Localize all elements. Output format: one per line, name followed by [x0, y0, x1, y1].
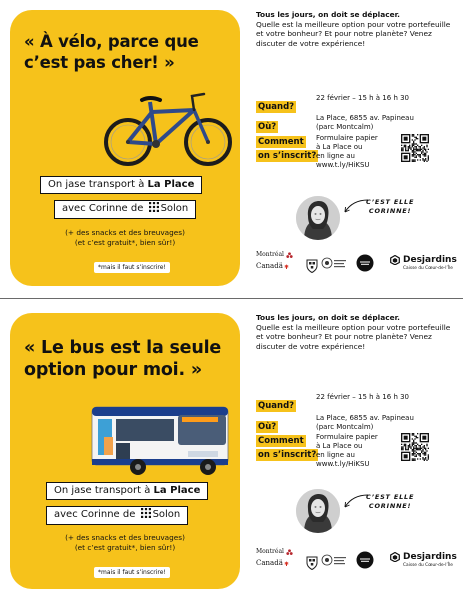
when-text: 22 février – 15 h à 16 h 30: [316, 393, 410, 401]
how-label-2: on s’inscrit?: [258, 151, 317, 161]
partner-logos: [256, 252, 456, 282]
desjardins-name: Desjardins: [403, 551, 457, 562]
signup-url[interactable]: www.t.ly/HiKSU: [316, 161, 370, 169]
how-label-2: on s’inscrit?: [258, 450, 317, 460]
desjardins-hex-icon: [390, 552, 400, 562]
where-text: [316, 114, 414, 132]
qr-code-icon[interactable]: [401, 433, 429, 461]
partner-emblem-logo: [321, 257, 347, 277]
pill-brand: Solon: [160, 203, 189, 214]
host-pill: [54, 200, 196, 219]
partner-emblem-logo: [321, 554, 347, 574]
corinne-caption: [366, 493, 414, 511]
how-line-1: Formulaire papier: [316, 433, 378, 441]
pill-prefix: On jase transport à: [54, 485, 154, 496]
canada-wordmark: Canadä: [256, 262, 283, 270]
where-row: [256, 114, 456, 133]
how-label-1: Comment: [258, 436, 304, 446]
intro-body: Quelle est la meilleure option pour votre portefeuille et votre bonheur? Et pour notre planète? Venez discuter de votre expérience!: [256, 322, 451, 351]
where-text: [316, 414, 414, 432]
flyer-card-bicycle: [0, 0, 463, 296]
headline-quote: « À vélo, parce que c’est pas cher! »: [24, 32, 199, 72]
caption-line-2: CORINNE!: [368, 502, 412, 510]
bus-drawing: [92, 407, 228, 475]
signup-footnote: *mais il faut s’inscrire!: [94, 567, 170, 578]
pill-prefix: On jase transport à: [48, 179, 148, 190]
when-label: Quand?: [258, 401, 295, 411]
how-line-3: en ligne au: [316, 451, 355, 459]
headline-quote: « Le bus est la seule option pour moi. »: [24, 338, 222, 381]
snacks-line-2: (et c’est gratuit*, bien sûr!): [74, 238, 176, 247]
bicycle-drawing: [106, 94, 230, 164]
corinne-caption: [366, 198, 414, 216]
snacks-line-2: (et c’est gratuit*, bien sûr!): [74, 543, 176, 552]
canada-flag-icon: [284, 264, 289, 269]
montreal-logo: [256, 549, 293, 567]
when-row: [256, 94, 456, 113]
desjardins-name: Desjardins: [403, 254, 457, 265]
montreal-text: Montréal: [256, 548, 284, 556]
intro-lead: Tous les jours, on doit se déplacer.: [256, 313, 400, 322]
desjardins-branch: Caisse du Cœur-de-l’Île: [403, 563, 453, 568]
how-row: [256, 134, 456, 169]
snacks-line-1: (+ des snacks et des breuvages): [65, 533, 185, 542]
desjardins-logo: [390, 552, 457, 570]
yellow-panel: [10, 313, 240, 589]
qr-code-icon[interactable]: [401, 134, 429, 162]
when-label: Quand?: [258, 102, 295, 112]
topic-pill: [40, 176, 202, 194]
info-column: [256, 10, 456, 286]
montreal-rosette-icon: [286, 549, 293, 556]
montreal-text: Montréal: [256, 251, 284, 259]
yellow-panel: [10, 10, 240, 286]
pill-venue: La Place: [153, 485, 201, 496]
montreal-logo: [256, 252, 293, 270]
pill-host: avec Corinne de: [62, 203, 144, 214]
intro-lead: Tous les jours, on doit se déplacer.: [256, 10, 400, 19]
partner-logos: [256, 549, 456, 579]
snacks-note: [10, 228, 240, 248]
round-partner-logo: [356, 551, 374, 573]
where-row: [256, 414, 456, 433]
corinne-portrait: [296, 196, 340, 240]
how-line-3: en ligne au: [316, 152, 355, 160]
municipal-crest-logo: [306, 555, 318, 574]
snacks-line-1: (+ des snacks et des breuvages): [65, 228, 185, 237]
intro-text: [256, 10, 456, 48]
how-line-2: à La Place ou: [316, 442, 363, 450]
intro-text: [256, 313, 456, 351]
montreal-rosette-icon: [286, 252, 293, 259]
caption-line-1: C’EST ELLE: [366, 198, 415, 206]
how-text: [316, 433, 378, 469]
canada-flag-icon: [284, 561, 289, 566]
how-label-1: Comment: [258, 137, 304, 147]
how-line-1: Formulaire papier: [316, 134, 378, 142]
caption-line-1: C’EST ELLE: [366, 493, 415, 501]
pill-venue: La Place: [147, 179, 195, 190]
how-row: [256, 433, 456, 468]
how-line-2: à La Place ou: [316, 143, 363, 151]
signup-footnote: *mais il faut s’inscrire!: [94, 262, 170, 273]
where-line-1: La Place, 6855 av. Papineau: [316, 114, 414, 122]
corinne-portrait: [296, 489, 340, 533]
solon-logo-icon: [149, 202, 159, 217]
intro-body: Quelle est la meilleure option pour votre portefeuille et votre bonheur? Et pour notre planète? Venez discuter de votre expérience!: [256, 19, 451, 48]
signup-url[interactable]: www.t.ly/HiKSU: [316, 460, 370, 468]
solon-logo-icon: [141, 508, 151, 523]
host-pill: [46, 506, 188, 525]
desjardins-branch: Caisse du Cœur-de-l’Île: [403, 266, 453, 271]
topic-pill: [46, 482, 208, 500]
canada-wordmark: Canadä: [256, 559, 283, 567]
when-text: 22 février – 15 h à 16 h 30: [316, 94, 410, 102]
where-line-2: (parc Montcalm): [316, 423, 374, 431]
bicycle-image: [102, 86, 235, 168]
bus-image: [90, 393, 230, 478]
where-label: Où?: [258, 122, 277, 132]
where-line-2: (parc Montcalm): [316, 123, 374, 131]
flyer-card-bus: [0, 303, 463, 599]
where-label: Où?: [258, 422, 277, 432]
info-column: [256, 313, 456, 589]
when-row: [256, 393, 456, 412]
pill-host: avec Corinne de: [54, 509, 136, 520]
caption-line-2: CORINNE!: [368, 207, 412, 215]
desjardins-logo: [390, 255, 457, 273]
where-line-1: La Place, 6855 av. Papineau: [316, 414, 414, 422]
round-partner-logo: [356, 254, 374, 276]
desjardins-hex-icon: [390, 255, 400, 265]
municipal-crest-logo: [306, 258, 318, 277]
pill-brand: Solon: [152, 509, 181, 520]
snacks-note: [10, 533, 240, 553]
cut-line: [0, 298, 463, 299]
how-text: [316, 134, 378, 170]
